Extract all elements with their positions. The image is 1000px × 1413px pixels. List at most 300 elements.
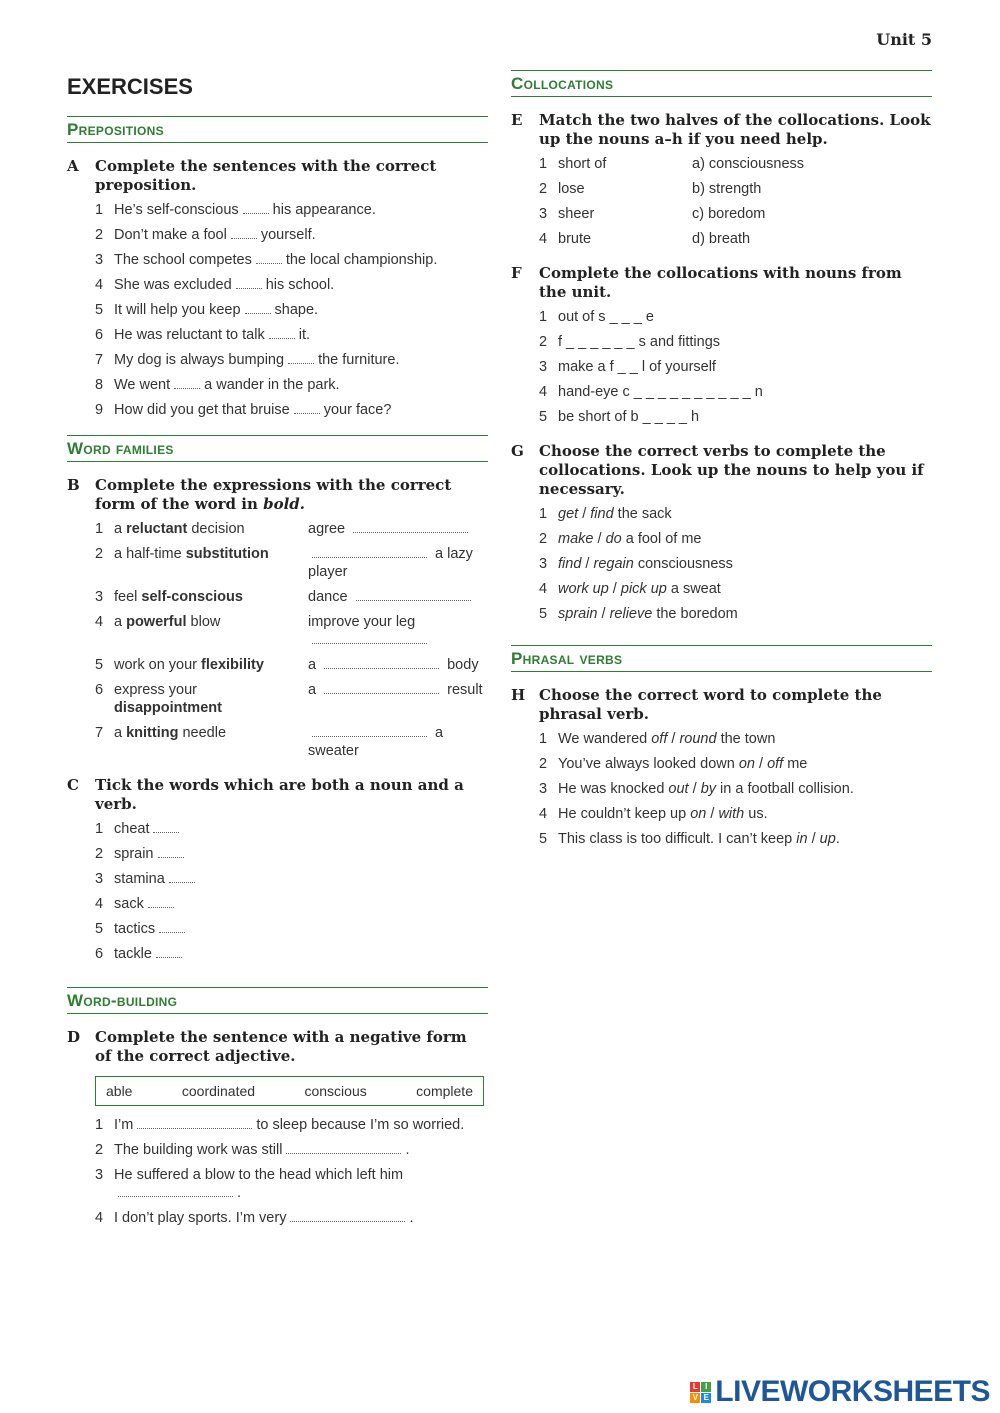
item-number: 1 — [539, 309, 548, 325]
option-one[interactable]: in — [796, 831, 808, 847]
answer-blank[interactable] — [137, 1118, 252, 1129]
item-post: his appearance. — [272, 202, 376, 218]
item-answer — [308, 545, 488, 581]
word-box — [95, 1076, 484, 1106]
item-text — [114, 920, 189, 938]
item-text — [114, 351, 399, 369]
item-number: 5 — [95, 302, 104, 318]
list-item — [539, 308, 932, 326]
item-post: his school. — [265, 277, 335, 293]
option-one[interactable]: find — [558, 556, 582, 572]
list-item — [539, 530, 932, 548]
item-expression: a knitting needle — [114, 725, 227, 741]
answer-blank[interactable] — [231, 228, 257, 239]
item-number: 3 — [539, 781, 548, 797]
answer-blank[interactable] — [236, 278, 262, 289]
item-pre: He’s self-conscious — [114, 202, 239, 218]
option-two[interactable]: do — [605, 531, 622, 547]
item-pre: He was reluctant to talk — [114, 327, 265, 343]
option-separator: / — [578, 506, 591, 522]
item-right: a) consciousness — [692, 156, 805, 172]
task-letter: C — [67, 776, 79, 794]
list-item — [539, 180, 932, 198]
unit-label: Unit 5 — [876, 30, 932, 49]
answer-blank[interactable] — [118, 1186, 233, 1197]
list-item — [95, 1116, 488, 1134]
task-letter: A — [67, 157, 79, 175]
item-post: the furniture. — [318, 352, 400, 368]
item-pre: We wandered — [558, 731, 652, 747]
list-item — [95, 681, 488, 717]
option-one[interactable]: get — [558, 506, 579, 522]
right-column — [511, 70, 932, 864]
task-letter: E — [511, 111, 523, 129]
list-item — [539, 408, 932, 426]
item-pre: I don’t play sports. I’m very — [114, 1210, 287, 1226]
list-item — [95, 1209, 488, 1227]
option-separator: / — [597, 606, 610, 622]
answer-blank[interactable] — [174, 378, 200, 389]
instruction-text: Complete the expressions with the correct form of the word in — [95, 476, 452, 513]
item-post: us. — [744, 806, 768, 822]
item-number: 5 — [539, 606, 548, 622]
brand-text: LIVEWORKSHEETS — [715, 1375, 990, 1408]
item-text — [114, 1116, 464, 1134]
item-right: d) breath — [692, 231, 751, 247]
task-c-header — [67, 776, 488, 814]
list-item — [95, 724, 488, 760]
item-tail: a sweater — [308, 725, 444, 759]
item-number: 1 — [95, 202, 104, 218]
item-number: 1 — [95, 1117, 104, 1133]
item-expression: work on your flexibility — [114, 657, 264, 673]
bold-word: powerful — [126, 614, 187, 630]
task-g-header — [511, 442, 932, 499]
item-pre: You’ve always looked down — [558, 756, 739, 772]
item-number: 2 — [95, 846, 104, 862]
list-item — [539, 580, 932, 598]
list-item — [539, 780, 932, 798]
option-one[interactable]: work up — [558, 581, 609, 597]
item-pre: He suffered a blow to the head which left him — [114, 1167, 404, 1183]
option-two[interactable]: relieve — [609, 606, 653, 622]
answer-blank[interactable] — [356, 590, 471, 601]
answer-blank[interactable] — [256, 253, 282, 264]
answer-blank[interactable] — [294, 403, 320, 414]
item-post: shape. — [274, 302, 319, 318]
item-post: the local championship. — [285, 252, 438, 268]
item-number: 3 — [95, 1167, 104, 1183]
item-expression: express your disappointment — [114, 682, 222, 716]
task-a-header — [67, 157, 488, 195]
item-number: 1 — [95, 521, 104, 537]
task-instruction: Complete the sentences with the correct preposition. — [95, 157, 437, 194]
task-f-header — [511, 264, 932, 302]
answer-blank[interactable] — [159, 922, 185, 933]
item-text: f _ _ _ _ _ _ s and fittings — [558, 334, 721, 350]
task-d-header — [67, 1028, 488, 1066]
section-heading-collocations: Collocations — [511, 70, 932, 97]
item-answer — [308, 520, 488, 538]
answer-blank[interactable] — [312, 547, 427, 558]
answer-blank[interactable] — [312, 633, 427, 644]
list-item — [95, 920, 488, 938]
task-h-header — [511, 686, 932, 724]
item-post: yourself. — [260, 227, 316, 243]
item-word: stamina — [114, 871, 165, 887]
item-right: b) strength — [692, 181, 762, 197]
answer-blank[interactable] — [169, 872, 195, 883]
list-item — [95, 545, 488, 581]
list-item — [539, 730, 932, 748]
item-rest: the sack — [613, 506, 672, 522]
item-number: 7 — [95, 352, 104, 368]
item-expression: feel self-conscious — [114, 589, 243, 605]
option-separator: / — [608, 581, 621, 597]
item-rest: a sweat — [666, 581, 721, 597]
option-one[interactable]: make — [558, 531, 594, 547]
task-letter: D — [67, 1028, 81, 1046]
item-pre: I’m — [114, 1117, 134, 1133]
liveworksheets-logo[interactable] — [690, 1375, 990, 1409]
item-pre: Don’t make a fool — [114, 227, 227, 243]
option-separator: / — [667, 731, 680, 747]
task-letter: G — [511, 442, 524, 460]
item-pre: The building work was still — [114, 1142, 283, 1158]
task-f-items — [539, 308, 932, 426]
bold-word: flexibility — [201, 657, 264, 673]
answer-blank[interactable] — [148, 897, 174, 908]
item-rest: a fool of me — [621, 531, 702, 547]
item-pre: She was excluded — [114, 277, 232, 293]
list-item — [95, 226, 488, 244]
answer-blank[interactable] — [153, 822, 179, 833]
item-number: 1 — [95, 821, 104, 837]
list-item — [539, 383, 932, 401]
item-number: 5 — [539, 831, 548, 847]
task-instruction: Choose the correct word to complete the phrasal verb. — [539, 686, 882, 723]
item-left: lose — [558, 181, 585, 197]
task-instruction: Choose the correct verbs to complete the collocations. Look up the nouns to help you if necessary. — [539, 442, 924, 498]
bold-word: disappointment — [114, 700, 222, 716]
task-d-items — [95, 1116, 488, 1227]
list-item — [95, 201, 488, 219]
logo-square: I — [701, 1382, 711, 1392]
item-pre: How did you get that bruise — [114, 402, 290, 418]
option-separator: / — [593, 531, 606, 547]
option-two[interactable]: round — [679, 731, 717, 747]
word-option: coordinated — [181, 1083, 256, 1099]
item-number: 5 — [539, 409, 548, 425]
list-item — [95, 895, 488, 913]
task-instruction: Complete the collocations with nouns from the unit. — [539, 264, 902, 301]
item-expression: a half-time substitution — [114, 546, 269, 562]
item-number: 9 — [95, 402, 104, 418]
option-two[interactable]: with — [718, 806, 745, 822]
task-e-items — [539, 155, 932, 248]
item-number: 4 — [95, 896, 104, 912]
item-tail: body — [443, 657, 479, 673]
item-text — [114, 1166, 488, 1202]
logo-square: L — [690, 1382, 700, 1392]
item-text — [114, 845, 188, 863]
list-item — [539, 555, 932, 573]
option-two[interactable]: regain — [593, 556, 634, 572]
task-a-items — [95, 201, 488, 419]
item-number: 3 — [95, 589, 104, 605]
logo-square: V — [690, 1393, 700, 1403]
item-number: 2 — [95, 1142, 104, 1158]
base-word: dance — [308, 589, 352, 605]
item-number: 4 — [95, 614, 104, 630]
list-item — [95, 613, 488, 649]
item-answer — [308, 588, 488, 606]
item-text — [558, 730, 775, 748]
list-item — [539, 605, 932, 623]
item-post: your face? — [323, 402, 392, 418]
task-letter: H — [511, 686, 526, 704]
option-separator: / — [688, 781, 701, 797]
item-text — [114, 276, 334, 294]
item-number: 3 — [539, 359, 548, 375]
task-instruction: Tick the words which are both a noun and a verb. — [95, 776, 464, 813]
list-item — [539, 805, 932, 823]
item-text — [114, 895, 178, 913]
list-item — [95, 845, 488, 863]
list-item — [95, 520, 488, 538]
answer-blank[interactable] — [324, 658, 439, 669]
option-one[interactable]: on — [690, 806, 707, 822]
list-item — [95, 1141, 488, 1159]
option-two[interactable]: off — [767, 756, 784, 772]
item-number: 2 — [539, 531, 548, 547]
list-item — [95, 1166, 488, 1202]
item-text — [558, 830, 840, 848]
item-number: 4 — [95, 1210, 104, 1226]
item-number: 6 — [95, 946, 104, 962]
item-text: out of s _ _ _ e — [558, 309, 654, 325]
item-number: 1 — [539, 506, 548, 522]
item-pre: The school competes — [114, 252, 252, 268]
option-one[interactable]: sprain — [558, 606, 598, 622]
item-text — [114, 201, 376, 219]
option-two[interactable]: pick up — [620, 581, 667, 597]
section-heading-word-families: Word families — [67, 435, 488, 462]
list-item — [95, 376, 488, 394]
base-word: agree — [308, 521, 350, 537]
item-text — [114, 251, 437, 269]
item-text — [114, 820, 183, 838]
option-two[interactable]: find — [590, 506, 614, 522]
answer-blank[interactable] — [245, 303, 271, 314]
list-item — [95, 656, 488, 674]
page-title: EXERCISES — [67, 74, 193, 99]
answer-blank[interactable] — [243, 203, 269, 214]
task-b-items — [95, 520, 488, 760]
list-item — [539, 505, 932, 523]
item-pre: It will help you keep — [114, 302, 241, 318]
left-column — [67, 70, 488, 1243]
item-left: brute — [558, 231, 592, 247]
item-rest: consciousness — [633, 556, 733, 572]
item-left: sheer — [558, 206, 595, 222]
item-number: 4 — [539, 384, 548, 400]
answer-blank[interactable] — [288, 353, 314, 364]
option-two[interactable]: up — [819, 831, 836, 847]
item-text — [114, 870, 199, 888]
item-number: 5 — [95, 921, 104, 937]
item-post: to sleep because I’m so worried. — [256, 1117, 465, 1133]
task-c-items — [95, 820, 488, 963]
answer-blank[interactable] — [286, 1143, 401, 1154]
base-word: a — [308, 657, 321, 673]
list-item — [539, 358, 932, 376]
item-pre: My dog is always bumping — [114, 352, 285, 368]
instruction-bold-word: bold. — [263, 495, 306, 513]
item-number: 2 — [95, 546, 104, 562]
item-text — [558, 505, 672, 523]
item-word: tactics — [114, 921, 156, 937]
item-number: 1 — [539, 156, 548, 172]
item-word: sack — [114, 896, 144, 912]
item-text — [558, 605, 738, 623]
list-item — [95, 251, 488, 269]
item-pre: He couldn’t keep up — [558, 806, 691, 822]
task-h-items — [539, 730, 932, 848]
item-number: 1 — [539, 731, 548, 747]
item-number: 7 — [95, 725, 104, 741]
task-letter: B — [67, 476, 80, 494]
list-item — [539, 230, 932, 248]
option-separator: / — [807, 831, 820, 847]
list-item — [95, 945, 488, 963]
item-text: be short of b _ _ _ _ h — [558, 409, 700, 425]
answer-blank[interactable] — [353, 522, 468, 533]
item-text — [558, 805, 768, 823]
option-one[interactable]: on — [738, 756, 755, 772]
item-text — [114, 401, 391, 419]
list-item — [95, 276, 488, 294]
logo-square: E — [701, 1393, 711, 1403]
list-item — [95, 351, 488, 369]
item-number: 3 — [95, 252, 104, 268]
item-tail: result — [443, 682, 483, 698]
task-b-header — [67, 476, 488, 514]
item-text — [114, 376, 340, 394]
task-instruction: Complete the sentence with a negative form of the correct adjective. — [95, 1028, 467, 1065]
answer-blank[interactable] — [269, 328, 295, 339]
list-item — [539, 830, 932, 848]
bold-word: knitting — [126, 725, 179, 741]
list-item — [539, 205, 932, 223]
task-instruction — [95, 476, 488, 514]
item-text — [114, 1141, 409, 1159]
option-separator: / — [754, 756, 768, 772]
item-expression: a reluctant decision — [114, 521, 245, 537]
item-number: 3 — [539, 556, 548, 572]
item-pre: This class is too difficult. I can’t keep — [558, 831, 797, 847]
item-answer — [308, 656, 488, 674]
base-word: a — [308, 682, 321, 698]
word-option: able — [106, 1083, 133, 1099]
word-option: conscious — [304, 1083, 367, 1099]
item-text — [114, 945, 186, 963]
item-post: . — [409, 1210, 414, 1226]
item-post: in a football collision. — [716, 781, 854, 797]
answer-blank[interactable] — [312, 726, 427, 737]
item-text — [558, 780, 854, 798]
item-right: c) boredom — [692, 206, 766, 222]
item-number: 6 — [95, 327, 104, 343]
item-pre: He was knocked — [558, 781, 669, 797]
item-word: tackle — [114, 946, 152, 962]
item-text — [558, 530, 702, 548]
list-item — [539, 755, 932, 773]
task-e-header — [511, 111, 932, 149]
item-text — [114, 301, 318, 319]
item-word: sprain — [114, 846, 154, 862]
task-letter: F — [511, 264, 522, 282]
item-number: 3 — [95, 871, 104, 887]
item-text — [558, 580, 721, 598]
section-heading-prepositions: Prepositions — [67, 116, 488, 143]
item-answer — [308, 613, 488, 649]
item-text — [558, 555, 733, 573]
item-answer — [308, 724, 488, 760]
base-word: improve your leg — [308, 614, 416, 630]
item-number: 4 — [95, 277, 104, 293]
bold-word: substitution — [185, 546, 269, 562]
item-number: 5 — [95, 657, 104, 673]
answer-blank[interactable] — [156, 947, 182, 958]
task-g-items — [539, 505, 932, 623]
item-post: the town — [716, 731, 776, 747]
item-text: make a f _ _ l of yourself — [558, 359, 716, 375]
item-number: 8 — [95, 377, 104, 393]
item-post: me — [783, 756, 808, 772]
item-answer — [308, 681, 488, 717]
item-post: . — [237, 1185, 242, 1201]
list-item — [95, 870, 488, 888]
answer-blank[interactable] — [290, 1211, 405, 1222]
list-item — [95, 401, 488, 419]
answer-blank[interactable] — [324, 683, 439, 694]
item-word: cheat — [114, 821, 150, 837]
item-number: 2 — [539, 181, 548, 197]
answer-blank[interactable] — [158, 847, 184, 858]
section-heading-phrasal-verbs: Phrasal verbs — [511, 645, 932, 672]
logo-icon — [690, 1382, 711, 1403]
option-one[interactable]: off — [651, 731, 668, 747]
list-item — [539, 155, 932, 173]
item-post: . — [405, 1142, 410, 1158]
item-post: . — [835, 831, 840, 847]
option-two[interactable]: by — [700, 781, 717, 797]
option-one[interactable]: out — [668, 781, 689, 797]
list-item — [95, 301, 488, 319]
item-text: hand-eye c _ _ _ _ _ _ _ _ _ _ n — [558, 384, 763, 400]
item-text — [558, 755, 807, 773]
item-number: 4 — [539, 231, 548, 247]
word-option: complete — [416, 1083, 473, 1099]
list-item — [95, 326, 488, 344]
option-separator: / — [581, 556, 594, 572]
item-number: 3 — [539, 206, 548, 222]
task-instruction: Match the two halves of the collocations. Look up the nouns a–h if you need help. — [539, 111, 931, 148]
item-pre: We went — [114, 377, 171, 393]
item-left: short of — [558, 156, 607, 172]
list-item — [95, 820, 488, 838]
